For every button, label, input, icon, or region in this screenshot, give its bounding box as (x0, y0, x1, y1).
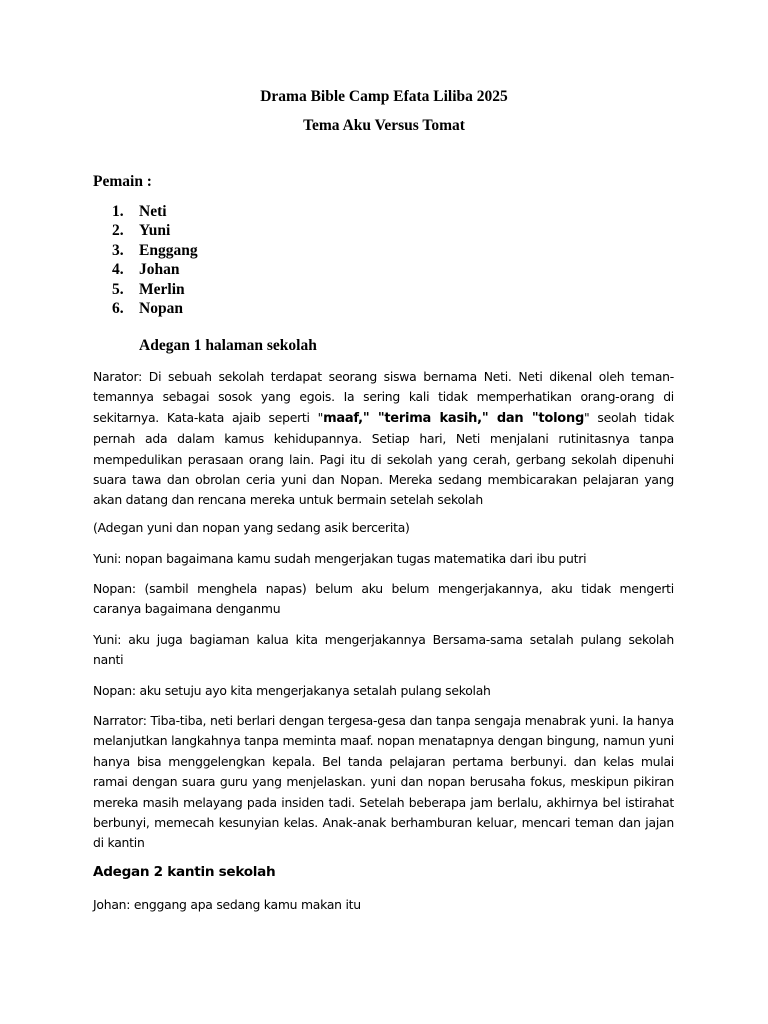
cast-number: 3. (112, 241, 124, 259)
cast-name: Merlin (139, 280, 185, 298)
cast-name: Johan (139, 261, 180, 279)
dialogue-nopan-1: Nopan: (sambil menghela napas) belum aku belum mengerjakannya, aku tidak mengerti caranya bagaimana denganmu (93, 581, 674, 617)
document-title: Drama Bible Camp Efata Liliba 2025 (260, 88, 508, 105)
scene-2-heading: Adegan 2 kantin sekolah (93, 864, 276, 880)
cast-item (112, 260, 198, 279)
narrator-1-text-end: " seolah tidak pernah ada dalam kamus kehidupannya. Setiap hari, Neti menjalani rutinitasnya tanpa mempedulikan perasaan orang lain. Pagi itu di sekolah yang cerah, gerbang sekolah dipenuhi suara tawa dan obrolan ceria yuni dan Nopan. Mereka sedang membicarakan pelajaran yang akan datang dan rencana mereka untuk bermain setelah sekolah (93, 409, 674, 508)
cast-number: 5. (112, 280, 124, 298)
cast-item (112, 299, 198, 318)
cast-item (112, 241, 198, 260)
cast-number: 2. (112, 222, 124, 240)
magic-words: maaf," "terima kasih," dan "tolong (323, 410, 585, 426)
dialogue-yuni-1: Yuni: nopan bagaimana kamu sudah mengerjakan tugas matematika dari ibu putri (93, 551, 587, 566)
cast-item (112, 280, 198, 299)
cast-item (112, 202, 198, 221)
cast-list (112, 202, 198, 318)
cast-name: Neti (139, 203, 167, 220)
dialogue-nopan-2: Nopan: aku setuju ayo kita mengerjakanya setalah pulang sekolah (93, 683, 491, 698)
stage-direction: (Adegan yuni dan nopan yang sedang asik bercerita) (93, 520, 410, 535)
dialogue-yuni-2: Yuni: aku juga bagiaman kalua kita mengerjakannya Bersama-sama setalah pulang sekolah nanti (93, 632, 674, 668)
narrator-1-text-start: Narator: Di sebuah sekolah terdapat seorang siswa bernama Neti. Neti dikenal oleh teman-temannya sebagai sosok yang egois. Ia sering kali tidak memperhatikan orang-orang di sekitarnya. Kata-kata ajaib seperti " (93, 369, 674, 425)
cast-name: Enggang (139, 241, 198, 259)
cast-number: 1. (112, 203, 124, 220)
cast-label: Pemain : (93, 173, 152, 190)
dialogue-johan-1: Johan: enggang apa sedang kamu makan itu (93, 897, 361, 912)
scene-1-heading: Adegan 1 halaman sekolah (139, 337, 317, 354)
cast-name: Yuni (139, 222, 171, 240)
document-subtitle: Tema Aku Versus Tomat (303, 117, 465, 134)
cast-number: 6. (112, 299, 124, 317)
cast-item (112, 221, 198, 240)
cast-name: Nopan (139, 299, 183, 317)
narrator-paragraph-1 (93, 367, 674, 511)
cast-number: 4. (112, 261, 124, 279)
narrator-paragraph-2: Narrator: Tiba-tiba, neti berlari dengan tergesa-gesa dan tanpa sengaja menabrak yuni. Ia hanya melanjutkan langkahnya tanpa meminta maaf. nopan menatapnya dengan bingung, namun yuni hanya bisa menggelengkan kepala. Bel tanda pelajaran pertama berbunyi. dan kelas mulai ramai dengan suara guru yang menjelaskan. yuni dan nopan berusaha fokus, meskipun pikiran mereka masih melayang pada insiden tadi. Setelah beberapa jam berlalu, akhirnya bel istirahat berbunyi, memecah kesunyian kelas. Anak-anak berhamburan keluar, mencari teman dan jajan di kantin (93, 713, 674, 851)
